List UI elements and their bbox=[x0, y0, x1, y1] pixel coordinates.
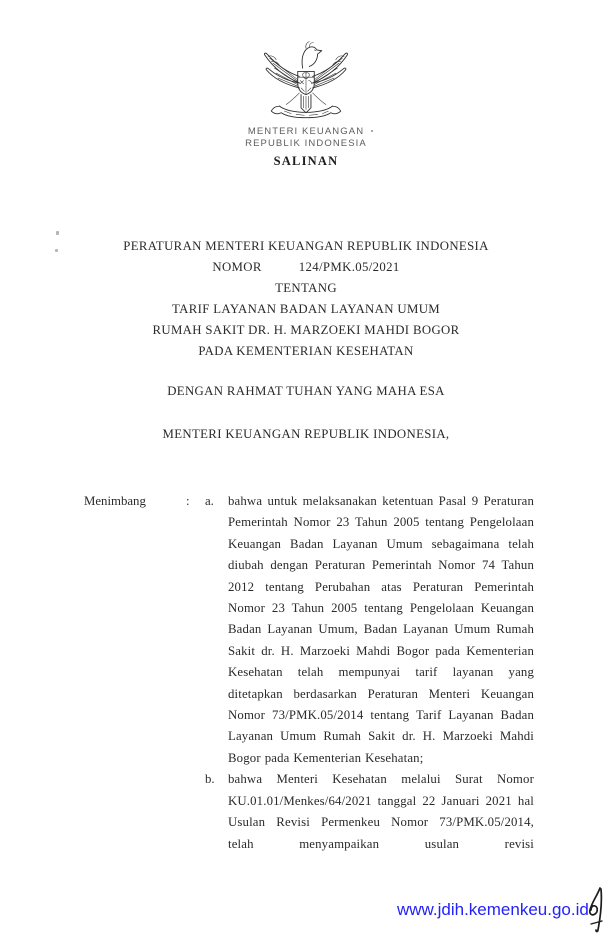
subject-line: RUMAH SAKIT DR. H. MARZOEKI MAHDI BOGOR bbox=[152, 323, 460, 337]
consideration-item-b bbox=[205, 769, 534, 855]
scan-speck bbox=[55, 249, 58, 252]
nomor-label: NOMOR bbox=[212, 260, 262, 274]
paraph-signature-icon bbox=[585, 886, 609, 934]
garuda-pancasila-icon bbox=[256, 40, 356, 126]
scan-speck bbox=[56, 231, 59, 235]
consideration-item-a bbox=[205, 491, 534, 769]
considerations-section bbox=[84, 491, 534, 855]
item-text: bahwa Menteri Kesehatan melalui Surat Nomor KU.01.01/Menkes/64/2021 tanggal 22 Januari 2021 hal Usulan Revisi Permenkeu Nomor 73/PMK.05/2014, telah menyampaikan usulan revisi bbox=[228, 772, 534, 851]
republic-name: REPUBLIK INDONESIA bbox=[245, 137, 367, 149]
subject-line: TARIF LAYANAN BADAN LAYANAN UMUM bbox=[171, 302, 441, 316]
jdih-url-link[interactable]: www.jdih.kemenkeu.go.id bbox=[397, 900, 589, 919]
garuda-pancasila-icon bbox=[256, 40, 356, 126]
scan-speck bbox=[371, 130, 373, 132]
subject-line: PADA KEMENTERIAN KESEHATAN bbox=[198, 344, 414, 358]
menimbang-colon: : bbox=[186, 494, 190, 508]
menimbang-label: Menimbang bbox=[84, 494, 146, 508]
item-letter: a. bbox=[205, 494, 214, 508]
regulation-title-block bbox=[0, 236, 612, 362]
invocation-line: DENGAN RAHMAT TUHAN YANG MAHA ESA bbox=[167, 384, 445, 398]
issuer-line: MENTERI KEUANGAN REPUBLIK INDONESIA, bbox=[162, 427, 450, 441]
item-letter: b. bbox=[205, 772, 215, 787]
consideration-items bbox=[205, 491, 534, 855]
ministry-name: MENTERI KEUANGAN bbox=[247, 126, 365, 137]
item-text: bahwa untuk melaksanakan ketentuan Pasal 9 Peraturan Pemerintah Nomor 23 Tahun 2005 tentang Pengelolaan Keuangan Badan Layanan Umum sebagaimana telah diubah dengan Peraturan Pemerintah Nomor 74 Tahun 2012 tentang Perubahan atas Peraturan Pemerintah Nomor 23 Tahun 2005 tentang Pengelolaan Keuangan Badan Layanan Umum, Badan Layanan Umum Rumah Sakit dr. H. Marzoeki Mahdi Bogor pada Kementerian Kesehatan telah mempunyai tarif layanan yang ditetapkan berdasarkan Peraturan Menteri Keuangan Nomor 73/PMK.05/2014 tentang Tarif Layanan Badan Layanan Umum Rumah Sakit dr. H. Marzoeki Mahdi Bogor pada Kementerian Kesehatan; bbox=[228, 494, 534, 765]
nomor-value: 124/PMK.05/2021 bbox=[298, 260, 400, 274]
regulation-title-line: PERATURAN MENTERI KEUANGAN REPUBLIK INDONESIA bbox=[123, 239, 489, 253]
tentang-label: TENTANG bbox=[275, 281, 337, 295]
ministry-header bbox=[0, 126, 612, 149]
regulation-number-line bbox=[0, 257, 612, 278]
salinan-copy-stamp: SALINAN bbox=[273, 154, 339, 168]
